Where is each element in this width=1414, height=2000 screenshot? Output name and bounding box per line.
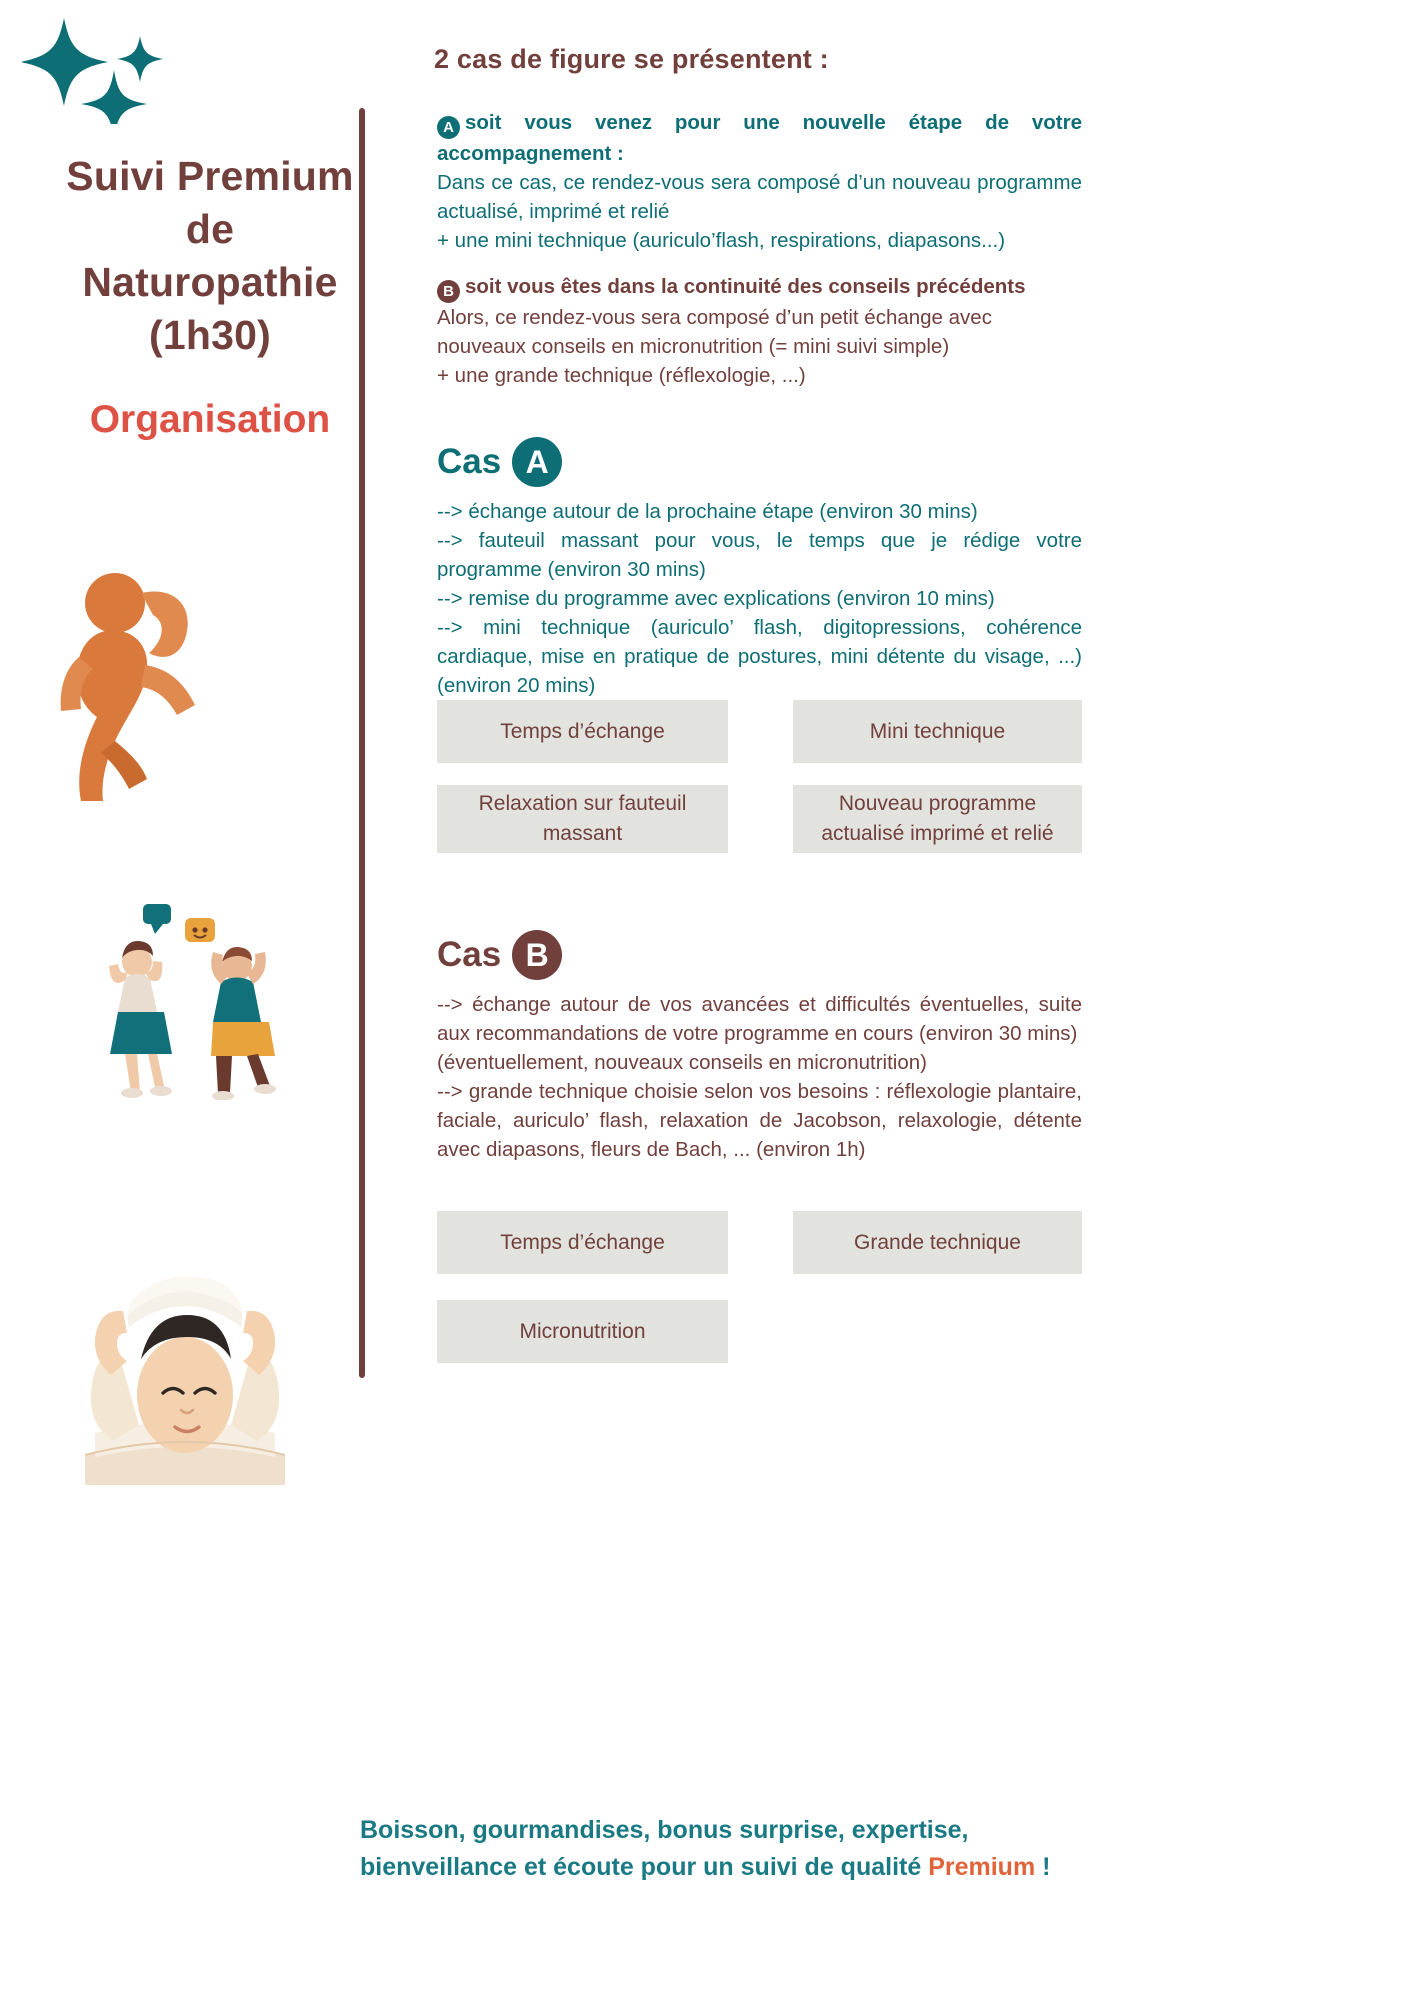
case-intro-b-line-2: + une grande technique (réflexologie, ...) bbox=[437, 364, 806, 387]
case-intro-a-lead: soit vous venez pour une nouvelle étape de votre accompagnement : bbox=[437, 111, 1082, 165]
case-b-circle-icon: B bbox=[512, 930, 562, 980]
case-a-bullet-1: --> échange autour de la prochaine étape (environ 30 mins) bbox=[437, 500, 978, 523]
vertical-divider bbox=[359, 108, 365, 1378]
case-a-bullets bbox=[437, 497, 1082, 700]
footer-line-2-after: ! bbox=[1035, 1853, 1051, 1881]
case-b-bullet-3: --> grande technique choisie selon vos besoins : réflexologie plantaire, faciale, auriculo’ flash, relaxation de Jacobson, relaxologie, détente avec diapasons, fleurs de Bach, ... (environ 1h) bbox=[437, 1080, 1082, 1161]
case-intro-a-line-1: Dans ce cas, ce rendez-vous sera composé d’un nouveau programme actualisé, imprimé et relié bbox=[437, 171, 1082, 223]
case-b-box-temps-echange: Temps d’échange bbox=[437, 1211, 728, 1274]
case-b-heading-label: Cas bbox=[437, 935, 502, 974]
case-a-bullet-2: --> fauteuil massant pour vous, le temps que je rédige votre programme (environ 30 mins) bbox=[437, 529, 1082, 581]
headline: 2 cas de figure se présentent : bbox=[434, 44, 829, 74]
case-a-box-mini-technique: Mini technique bbox=[793, 700, 1082, 763]
title-line-2: de bbox=[185, 206, 235, 252]
footer-note bbox=[360, 1812, 1090, 1886]
case-a-bullet-4: --> mini technique (auriculo’ flash, digitopressions, cohérence cardiaque, mise en pratique de postures, mini détente du visage, ...) (environ 20 mins) bbox=[437, 616, 1082, 697]
case-b-bullet-2: (éventuellement, nouveaux conseils en micronutrition) bbox=[437, 1051, 927, 1074]
case-a-box-temps-echange: Temps d’échange bbox=[437, 700, 728, 763]
footer-premium-highlight: Premium bbox=[928, 1853, 1036, 1881]
title-line-3: Naturopathie bbox=[82, 259, 338, 305]
case-a-heading-label: Cas bbox=[437, 442, 502, 481]
sparkles-icon bbox=[22, 14, 202, 124]
case-intro-b-lead: soit vous êtes dans la continuité des conseils précédents bbox=[465, 275, 1026, 298]
dancing-person-illustration bbox=[45, 565, 265, 805]
footer-line-1: Boisson, gourmandises, bonus surprise, expertise, bbox=[360, 1816, 969, 1844]
case-a-heading bbox=[437, 437, 562, 487]
case-intro-b bbox=[437, 272, 1082, 390]
case-b-bullet-1: --> échange autour de vos avancées et difficultés éventuelles, suite aux recommandations de votre programme en cours (environ 30 mins) bbox=[437, 993, 1082, 1045]
subtitle: Organisation bbox=[89, 398, 331, 441]
spa-facial-massage-illustration bbox=[55, 1255, 315, 1485]
case-intro-a-line-2: + une mini technique (auriculo’flash, respirations, diapasons...) bbox=[437, 229, 1006, 252]
case-a-box-nouveau-programme: Nouveau programme actualisé imprimé et relié bbox=[793, 785, 1082, 853]
case-a-bullet-3: --> remise du programme avec explications (environ 10 mins) bbox=[437, 587, 995, 610]
badge-a-icon: A bbox=[437, 116, 460, 139]
footer-line-2-before: bienveillance et écoute pour un suivi de qualité bbox=[360, 1853, 929, 1881]
case-b-box-micronutrition: Micronutrition bbox=[437, 1300, 728, 1363]
case-b-bullets bbox=[437, 990, 1082, 1164]
case-a-box-relaxation: Relaxation sur fauteuil massant bbox=[437, 785, 728, 853]
case-b-heading bbox=[437, 930, 562, 980]
case-a-circle-icon: A bbox=[512, 437, 562, 487]
sidebar bbox=[0, 0, 420, 2000]
case-intro-a bbox=[437, 108, 1082, 255]
case-b-box-grande-technique: Grande technique bbox=[793, 1211, 1082, 1274]
title-line-1: Suivi Premium bbox=[66, 153, 354, 199]
celebrating-couple-illustration bbox=[85, 900, 335, 1100]
footer-line-2 bbox=[360, 1849, 1090, 1886]
page-title bbox=[10, 150, 410, 442]
badge-b-icon: B bbox=[437, 280, 460, 303]
case-intro-b-line-1: Alors, ce rendez-vous sera composé d’un petit échange avec nouveaux conseils en micronutrition (= mini suivi simple) bbox=[437, 306, 992, 358]
title-line-4: (1h30) bbox=[149, 312, 271, 358]
